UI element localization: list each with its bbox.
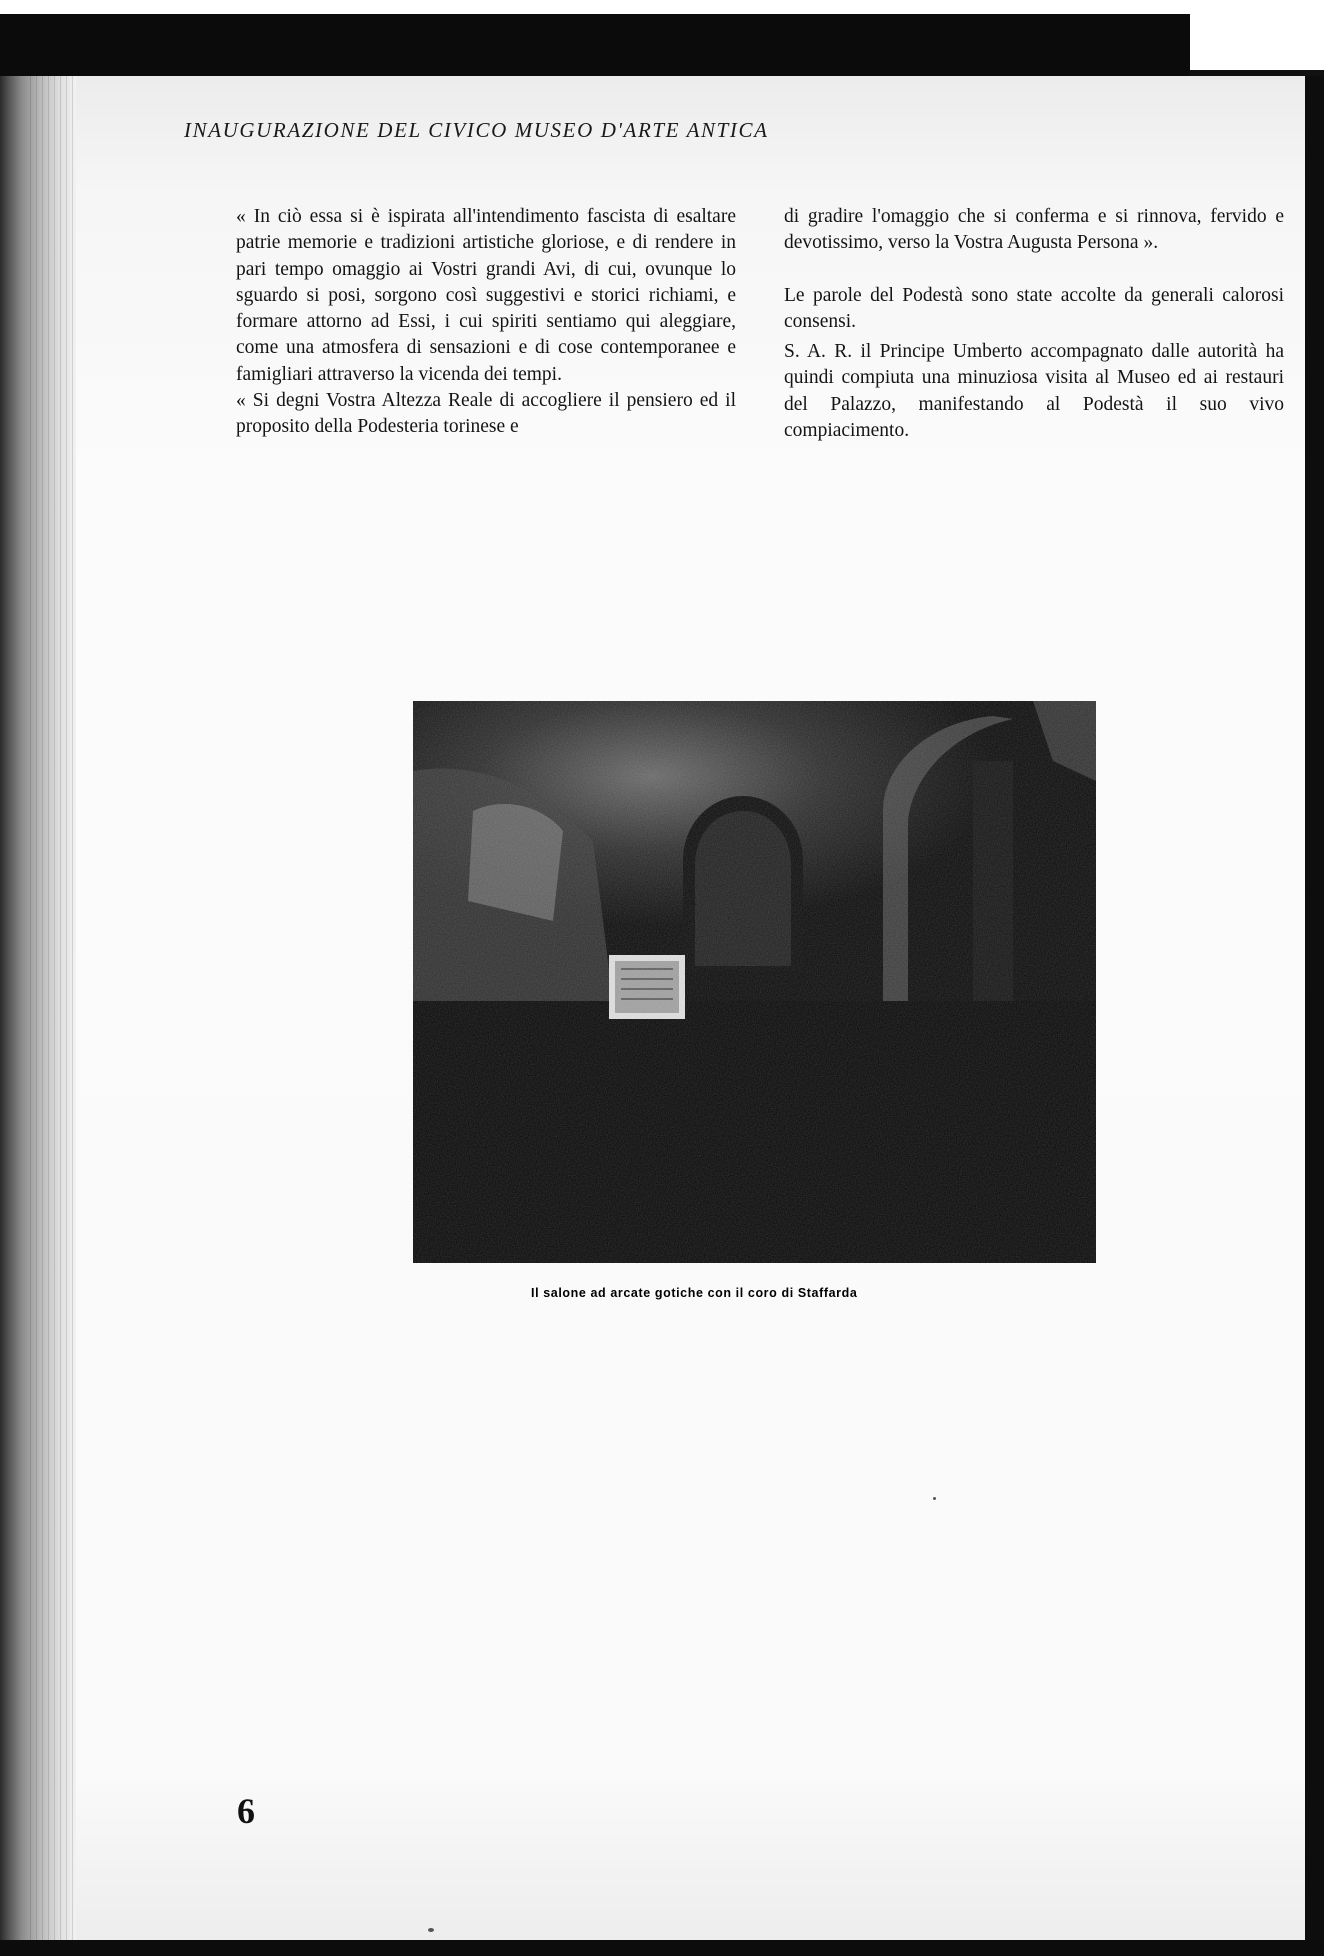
scan-border-left-lines [30, 76, 76, 1940]
paragraph: « In ciò essa si è ispirata all'intendimento fascista di esaltare patrie memorie e tradizioni artistiche gloriose, e di rendere in pari tempo omaggio ai Vostri grandi Avi, di cui, ovunque lo sguardo si posi, sorgono così suggestivi e storici richiami, e formare attorno ad Essi, i cui spiriti sentiamo qui aleggiare, come una atmosfera di sensazioni e di cose contemporanee e famigliari attraverso la vicenda dei tempi. [236, 206, 736, 385]
scan-border-top [0, 14, 1190, 76]
page-number: 6 [237, 1791, 255, 1831]
gothic-hall-photo [413, 701, 1096, 1263]
dust-speck [933, 1497, 936, 1500]
text-column-right [784, 204, 1284, 444]
photo-image [413, 701, 1096, 1263]
scan-border-bottom [0, 1940, 1324, 1956]
paragraph: di gradire l'omaggio che si conferma e si rinnova, fervido e devotissimo, verso la Vostra Augusta Persona ». [784, 206, 1284, 254]
running-head: INAUGURAZIONE DEL CIVICO MUSEO D'ARTE ANTICA [184, 118, 769, 142]
paragraph: « Si degni Vostra Altezza Reale di accogliere il pensiero ed il proposito della Podesteria torinese e [236, 390, 736, 438]
scan-border-right [1305, 76, 1324, 1956]
paragraph: S. A. R. il Principe Umberto accompagnato dalle autorità ha quindi compiuta una minuziosa visita al Museo ed ai restauri del Palazzo, manifestando al Podestà il suo vivo compiacimento. [784, 341, 1284, 442]
photo-caption: Il salone ad arcate gotiche con il coro di Staffarda [531, 1286, 858, 1300]
paragraph: Le parole del Podestà sono state accolte da generali calorosi consensi. [784, 284, 1284, 332]
dust-speck [428, 1928, 434, 1932]
text-column-left [236, 204, 736, 441]
